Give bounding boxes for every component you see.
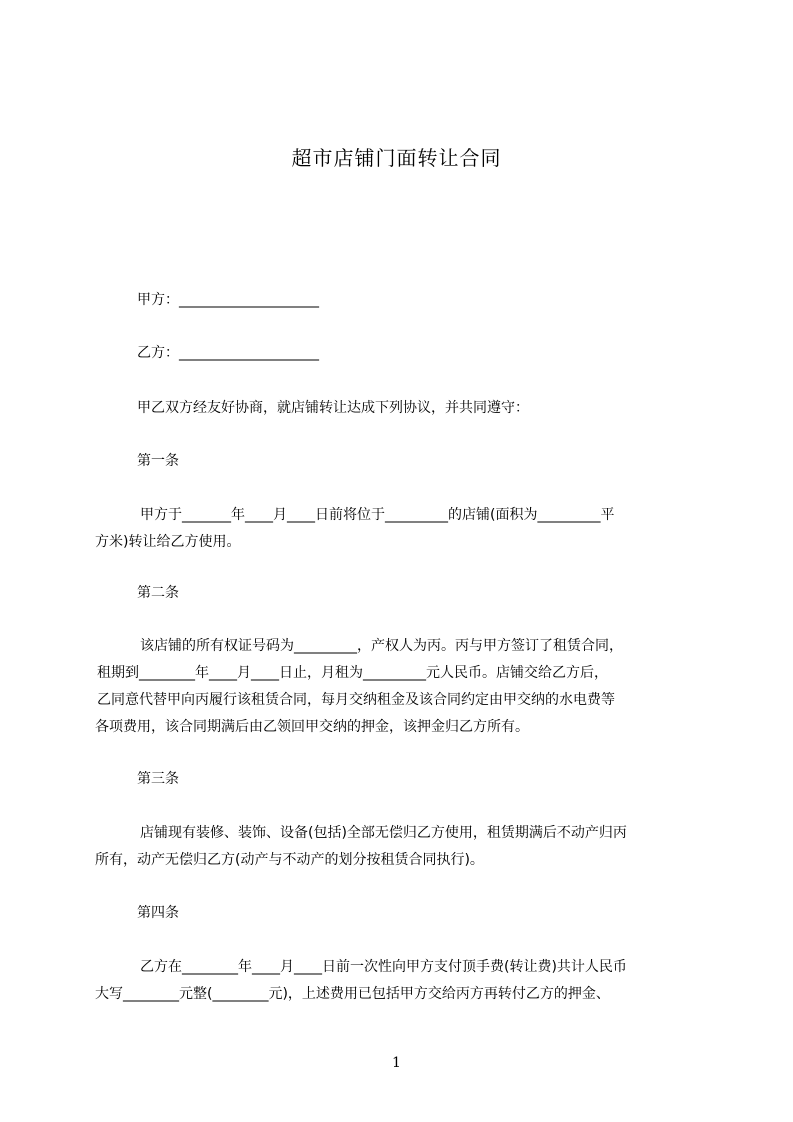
article-2-line-3: 乙同意代替甲向丙履行该租赁合同，每月交纳租金及该合同约定由甲交纳的水电费等 [97,692,615,708]
article-3-line-1: 店铺现有装修、装饰、设备(包括)全部无偿归乙方使用，租赁期满后不动产归丙 [140,825,627,841]
party-b-line: 乙方：____________________ [137,345,319,361]
party-a-line: 甲方：____________________ [137,292,319,308]
intro-paragraph: 甲乙双方经友好协商，就店铺转让达成下列协议，并共同遵守： [137,400,529,416]
page-number: 1 [392,1055,401,1071]
article-2-line-2: 租期到________年____月____日止，月租为_________元人民币。店铺交给乙方后， [97,665,608,681]
article-1-heading: 第一条 [137,453,179,469]
article-3-line-2: 所有，动产无偿归乙方(动产与不动产的划分按租赁合同执行)。 [95,852,484,868]
article-3-heading: 第三条 [137,771,179,787]
article-1-line-2: 方米)转让给乙方使用。 [95,534,241,550]
article-1-line-1: 甲方于_______年____月____日前将位于_________的店铺(面积为_________平 [140,507,615,523]
article-2-line-1: 该店铺的所有权证号码为_________，产权人为丙。丙与甲方签订了租赁合同， [140,638,623,654]
article-4-heading: 第四条 [137,905,179,921]
article-2-line-4: 各项费用，该合同期满后由乙领回甲交纳的押金，该押金归乙方所有。 [95,719,529,735]
article-4-line-2: 大写________元整(________元)，上述费用已包括甲方交给丙方再转付乙方的押金、 [95,986,610,1002]
article-2-heading: 第二条 [137,585,179,601]
document-title: 超市店铺门面转让合同 [291,146,502,170]
article-4-line-1: 乙方在________年____月____日前一次性向甲方支付顶手费(转让费)共计人民币 [140,959,627,975]
